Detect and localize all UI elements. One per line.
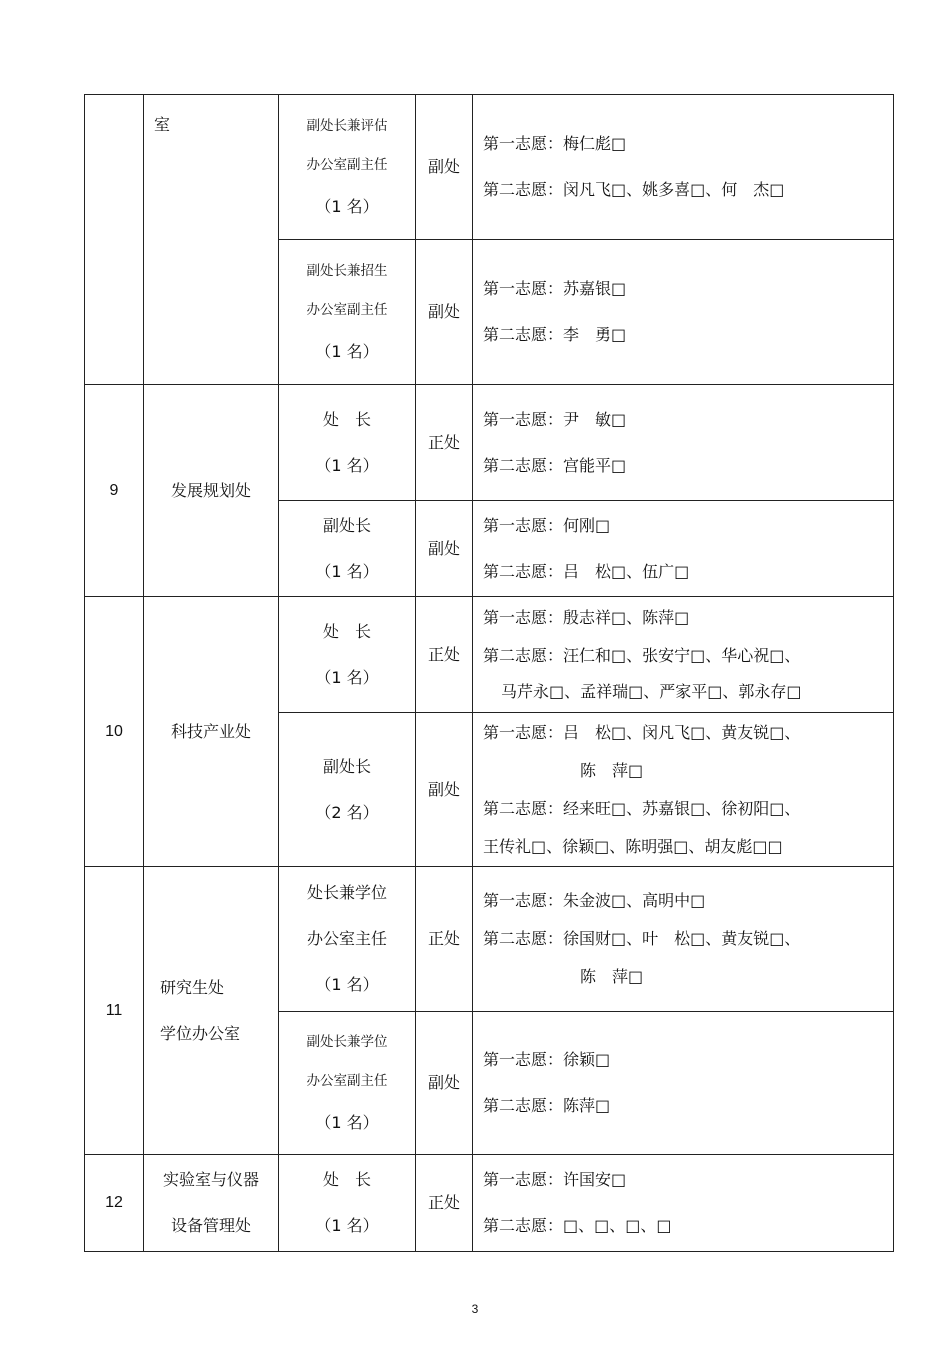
second-choice: 第二志愿：徐国财□、叶 松□、黄友锐□、 — [483, 929, 801, 948]
position-count: （1 名） — [315, 341, 379, 361]
level-cell: 副处 — [416, 713, 473, 867]
position-cell — [279, 713, 416, 867]
department-line: 设备管理处 — [170, 1216, 251, 1235]
department-cell — [144, 867, 279, 1155]
first-choice: 第一志愿：徐颖□ — [483, 1050, 611, 1069]
position-cell — [279, 1155, 416, 1252]
department-cell: 发展规划处 — [144, 385, 279, 597]
first-choice: 第一志愿：朱金波□、高明中□ — [483, 891, 706, 910]
position-line: 副处长 — [322, 756, 371, 776]
table-row — [85, 1155, 894, 1252]
candidates-cell — [473, 385, 894, 501]
position-count: （1 名） — [315, 1112, 379, 1132]
position-cell — [279, 385, 416, 501]
table-row — [85, 867, 894, 1012]
candidates-cell — [473, 501, 894, 597]
candidates-cell — [473, 1155, 894, 1252]
first-choice: 第一志愿：许国安□ — [483, 1170, 627, 1189]
second-choice: 第二志愿：吕 松□、伍广□ — [483, 561, 690, 581]
position-line: 办公室副主任 — [306, 1073, 388, 1089]
department-cell — [144, 1155, 279, 1252]
position-count: （1 名） — [315, 455, 379, 475]
position-line: 副处长兼评估 — [306, 117, 388, 134]
row-number-cell: 9 — [85, 385, 144, 597]
level-cell: 正处 — [416, 1155, 473, 1252]
level-cell: 副处 — [416, 1012, 473, 1155]
position-cell — [279, 867, 416, 1012]
level-cell: 副处 — [416, 240, 473, 385]
candidates-cell — [473, 1012, 894, 1155]
candidate-table — [84, 94, 894, 1252]
position-count: （1 名） — [315, 1216, 379, 1235]
second-choice-continued: 王传礼□、徐颖□、陈明强□、胡友彪□□ — [483, 836, 783, 856]
position-cell — [279, 1012, 416, 1155]
first-choice: 第一志愿：苏嘉银□ — [483, 279, 627, 298]
second-choice-continued: 马芹永□、孟祥瑞□、严家平□、郭永存□ — [501, 681, 802, 701]
position-cell — [279, 597, 416, 713]
second-choice: 第二志愿：陈萍□ — [483, 1096, 611, 1115]
second-choice: 第二志愿：□、□、□、□ — [483, 1216, 672, 1235]
candidates-cell — [473, 867, 894, 1012]
second-choice: 第二志愿：李 勇□ — [483, 325, 627, 344]
page-number: 3 — [471, 1302, 479, 1316]
position-count: （1 名） — [315, 667, 379, 687]
level-cell: 副处 — [416, 501, 473, 597]
second-choice: 第二志愿：宫能平□ — [483, 455, 627, 475]
department-cell: 科技产业处 — [144, 597, 279, 867]
position-line: 副处长兼招生 — [306, 262, 388, 279]
position-line: 处 长 — [322, 409, 371, 429]
first-choice: 第一志愿：尹 敏□ — [483, 409, 627, 429]
candidates-cell — [473, 597, 894, 713]
position-line: 办公室副主任 — [306, 157, 388, 173]
position-count: （1 名） — [315, 196, 379, 216]
candidates-cell — [473, 95, 894, 240]
position-line: 处长兼学位 — [306, 883, 387, 902]
first-choice-continued: 陈 萍□ — [580, 760, 644, 780]
position-line: 办公室副主任 — [306, 302, 388, 318]
table-row — [85, 95, 894, 240]
first-choice: 第一志愿：梅仁彪□ — [483, 134, 627, 153]
department-cell: 室 — [144, 95, 279, 385]
level-cell: 正处 — [416, 867, 473, 1012]
candidates-cell — [473, 240, 894, 385]
level-cell: 正处 — [416, 385, 473, 501]
row-number-cell — [85, 95, 144, 385]
first-choice: 第一志愿：吕 松□、闵凡飞□、黄友锐□、 — [483, 722, 801, 742]
level-cell: 副处 — [416, 95, 473, 240]
position-line: 副处长兼学位 — [306, 1033, 388, 1050]
position-cell — [279, 501, 416, 597]
candidates-cell — [473, 713, 894, 867]
row-number-cell: 11 — [85, 867, 144, 1155]
department-line: 学位办公室 — [160, 1023, 241, 1043]
department-line: 研究生处 — [160, 977, 225, 997]
first-choice: 第一志愿：何刚□ — [483, 515, 611, 535]
position-line: 处 长 — [322, 621, 371, 641]
position-cell — [279, 240, 416, 385]
level-cell: 正处 — [416, 597, 473, 713]
row-number-cell: 12 — [85, 1155, 144, 1252]
position-count: （1 名） — [315, 561, 379, 581]
department-line: 实验室与仪器 — [162, 1170, 259, 1189]
position-line: 副处长 — [322, 515, 371, 535]
position-count: （1 名） — [315, 975, 379, 994]
table-row — [85, 597, 894, 713]
second-choice: 第二志愿：汪仁和□、张安宁□、华心祝□、 — [483, 645, 801, 665]
second-choice: 第二志愿：闵凡飞□、姚多喜□、何 杰□ — [483, 180, 785, 199]
second-choice-continued: 陈 萍□ — [580, 967, 644, 986]
second-choice: 第二志愿：经来旺□、苏嘉银□、徐初阳□、 — [483, 798, 801, 818]
position-count: （2 名） — [315, 802, 379, 822]
position-line: 处 长 — [322, 1170, 371, 1189]
position-line: 办公室主任 — [306, 929, 387, 948]
table-row — [85, 385, 894, 501]
position-cell — [279, 95, 416, 240]
row-number-cell: 10 — [85, 597, 144, 867]
first-choice: 第一志愿：殷志祥□、陈萍□ — [483, 607, 690, 627]
